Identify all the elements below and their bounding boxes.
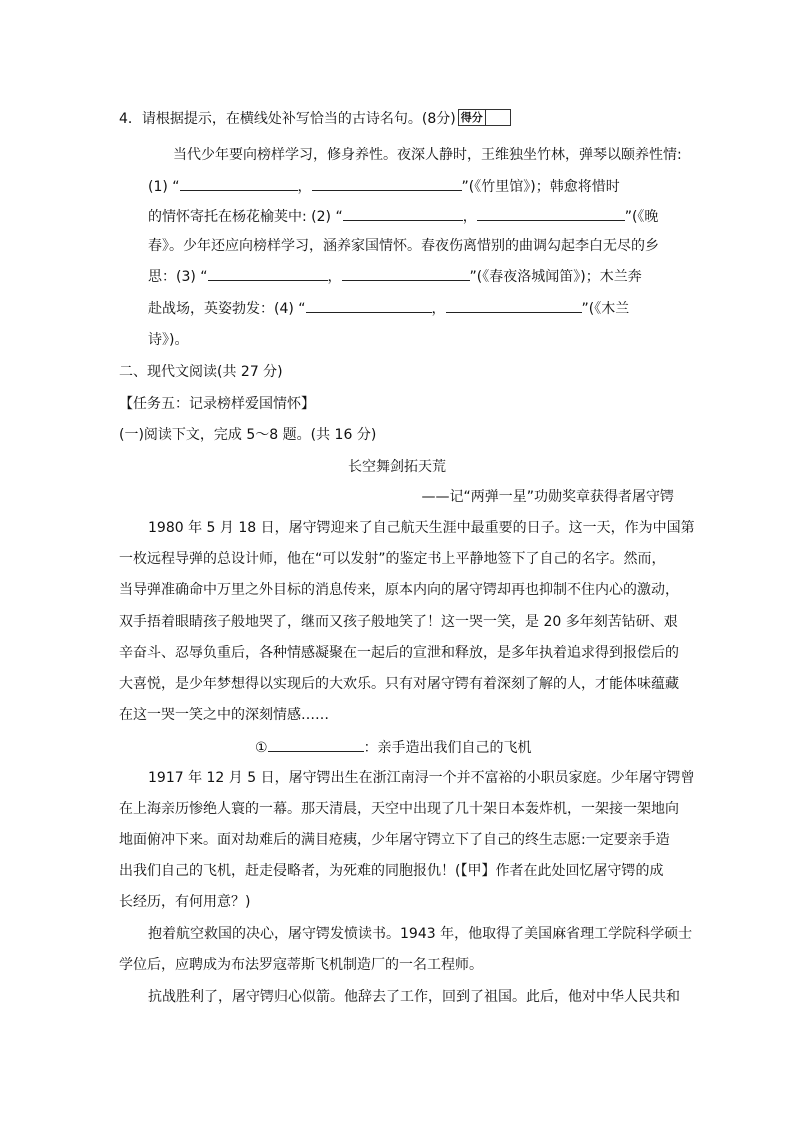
p2-line: 出我们自己的飞机，赶走侵略者，为死难的同胞报仇！(【甲】作者在此处回忆屠守锷的成	[119, 863, 664, 879]
q4-blank4-close: ”(《木兰	[581, 301, 630, 317]
answer-blank-2b[interactable]	[477, 206, 625, 221]
p1-line: 1980 年 5 月 18 日，屠守锷迎来了自己航天生涯中最重要的日子。这一天，作为中国第	[148, 520, 695, 536]
q4-blank1-open: (1) “	[148, 179, 180, 195]
p2-line: 地面俯冲下来。面对劫难后的满目疮痍，少年屠守锷立下了自己的终生志愿:一定要亲手造	[119, 832, 670, 848]
article-subtitle: ——记“两弹一星”功勋奖章获得者屠守锷	[421, 489, 674, 505]
score-label: 得分	[459, 110, 486, 125]
answer-blank-1b[interactable]	[312, 176, 462, 191]
q4-line-3	[148, 206, 658, 227]
q4-line-2	[148, 176, 620, 197]
p2-line: 长经历，有何用意？)	[119, 894, 251, 910]
subheading-blank[interactable]	[268, 737, 364, 752]
subheading-1	[255, 737, 532, 758]
p4-line: 抗战胜利了，屠守锷归心似箭。他辞去了工作，回到了祖国。此后，他对中华人民共和	[148, 989, 680, 1005]
answer-blank-4a[interactable]	[306, 298, 432, 313]
score-blank[interactable]	[486, 110, 510, 125]
q4-blank2-comma: ，	[462, 209, 477, 225]
q4-blank4-comma: ，	[431, 301, 446, 317]
p3-line: 抱着航空救国的决心，屠守锷发愤读书。1943 年，他取得了美国麻省理工学院科学硕士	[148, 926, 693, 942]
q4-blank1-comma: ，	[297, 179, 312, 195]
p1-line: 辛奋斗、忍辱负重后，各种情感凝聚在一起后的宣泄和释放，是多年执着追求得到报偿后的	[119, 645, 679, 661]
answer-blank-4b[interactable]	[446, 298, 582, 313]
question4-stem-line	[119, 109, 511, 129]
q4-blank3-comma: ，	[327, 269, 342, 285]
answer-blank-3b[interactable]	[342, 266, 470, 281]
q4-line-7: 诗》)。	[148, 332, 189, 348]
p1-line: 当导弹准确命中万里之外目标的消息传来，原本内向的屠守锷却再也抑制不住内心的激动，	[119, 582, 679, 598]
q4-line-6-text: 赴战场，英姿勃发：(4) “	[148, 301, 306, 317]
p1-line: 在这一哭一笑之中的深刻情感……	[119, 707, 329, 723]
q4-line-1: 当代少年要向榜样学习，修身养性。夜深人静时，王维独坐竹林，弹琴以颐养性情:	[173, 147, 682, 163]
p2-line: 在上海亲历惨绝人寰的一幕。那天清晨，天空中出现了几十架日本轰炸机，一架接一架地向	[119, 801, 679, 817]
task-heading: 【任务五：记录榜样爱国情怀】	[119, 396, 315, 412]
q4-blank2-close: ”(《晚	[624, 209, 659, 225]
answer-blank-2a[interactable]	[343, 206, 463, 221]
answer-blank-3a[interactable]	[208, 266, 328, 281]
q4-line-4: 春》。少年还应向榜样学习，涵养家国情怀。春夜伤离惜别的曲调勾起李白无尽的乡	[148, 238, 659, 254]
q4-line-5	[148, 266, 642, 287]
article-title: 长空舞剑拓天荒	[348, 459, 446, 475]
subheading-text: ：亲手造出我们自己的飞机	[363, 740, 532, 756]
answer-blank-1a[interactable]	[180, 176, 298, 191]
p1-line: 一枚远程导弹的总设计师，他在“可以发射”的鉴定书上平静地签下了自己的名字。然而，	[119, 551, 666, 567]
score-box	[458, 109, 511, 126]
p2-line: 1917 年 12 月 5 日，屠守锷出生在浙江南浔一个并不富裕的小职员家庭。少年屠守锷曾	[148, 770, 695, 786]
section2-heading: 二、现代文阅读(共 27 分)	[119, 364, 283, 380]
p3-line: 学位后，应聘成为布法罗寇蒂斯飞机制造厂的一名工程师。	[119, 957, 483, 973]
q4-blank1-close: ”(《竹里馆》)；韩愈将惜时	[461, 179, 620, 195]
subheading-number: ①	[255, 740, 268, 756]
part-instruction: (一)阅读下文，完成 5～8 题。(共 16 分)	[119, 427, 377, 443]
q4-line-6	[148, 298, 629, 319]
p1-line: 双手捂着眼睛孩子般地哭了，继而又孩子般地笑了！这一哭一笑，是 20 多年刻苦钻研、艰	[119, 614, 678, 630]
p1-line: 大喜悦，是少年梦想得以实现后的大欢乐。只有对屠守锷有着深刻了解的人，才能体味蕴藏	[119, 676, 679, 692]
q4-line-3-text: 的情怀寄托在杨花榆荚中: (2) “	[148, 209, 343, 225]
q4-blank3-open: 思：(3) “	[148, 269, 208, 285]
question4-stem: 4．请根据提示，在横线处补写恰当的古诗名句。(8分)	[119, 111, 456, 127]
q4-blank3-close: ”(《春夜洛城闻笛》)；木兰奔	[469, 269, 642, 285]
